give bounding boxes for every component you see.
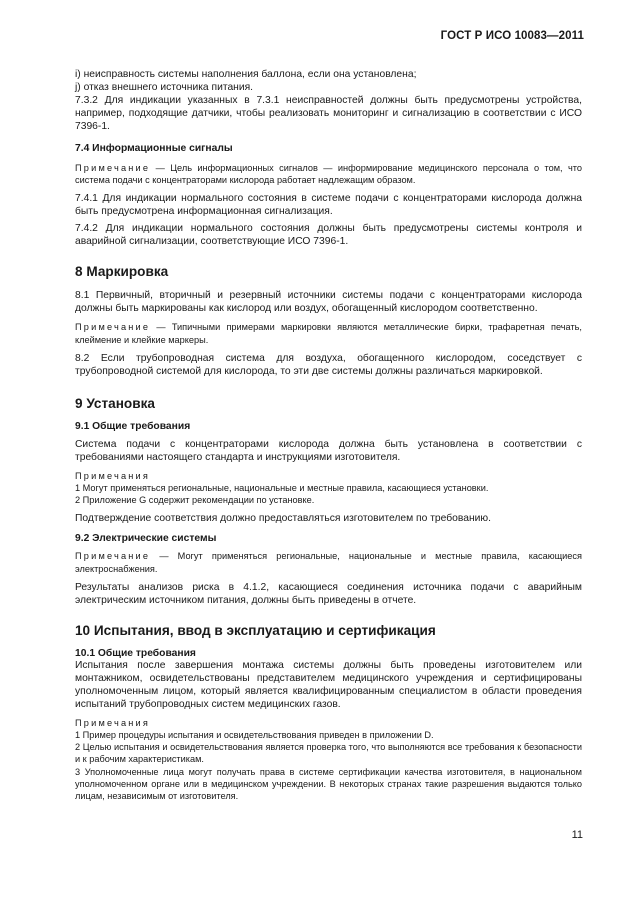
list-item-j: j) отказ внешнего источника питания. — [75, 82, 254, 93]
paragraph-8-2: 8.2 Если трубопроводная система для воздуха, обогащенного кислородом, соседствует с трубопроводной системой для кислорода, то эти две системы должны различаться маркировкой. — [75, 352, 582, 377]
heading-9-2: 9.2 Электрические системы — [75, 533, 217, 545]
list-item-i: i) неисправность системы наполнения баллона, если она установлена; — [75, 69, 417, 80]
paragraph-8-1: 8.1 Первичный, вторичный и резервный источники системы подачи с концентраторами кислорода должны быть маркированы как кислород или воздух, обогащенный кислородом соответственно. — [75, 290, 582, 315]
notes-label-10-1: Примечания — [75, 717, 151, 728]
note-9-2 — [75, 550, 582, 574]
note-10-1-1: 1 Пример процедуры испытания и освидетельствования приведен в приложении D. — [75, 730, 434, 741]
note-text: — Могут применяться региональные, национальные и местные правила, касающиеся электроснабжения. — [75, 551, 582, 574]
note-9-1-1: 1 Могут применяться региональные, национальные и местные правила, касающиеся установки. — [75, 483, 489, 494]
heading-9: 9 Установка — [75, 395, 155, 411]
heading-8: 8 Маркировка — [75, 264, 169, 280]
heading-10: 10 Испытания, ввод в эксплуатацию и сертификация — [75, 622, 436, 638]
note-text: — Типичными примерами маркировки являются металлические бирки, трафаретная печать, клеймение и клейкие маркеры. — [75, 322, 582, 345]
page-number: 11 — [571, 829, 583, 841]
page-header: ГОСТ Р ИСО 10083—2011 — [440, 30, 584, 42]
note-10-1-2: 2 Целью испытания и освидетельствования является проверка того, что выполняются все требования к безопасности и к рабочим характеристикам. — [75, 742, 582, 765]
note-9-1-2: 2 Приложение G содержит рекомендации по установке. — [75, 495, 315, 506]
heading-9-1: 9.1 Общие требования — [75, 420, 191, 432]
note-text: — Цель информационных сигналов — информирование медицинского персонала о том, что система подачи с концентраторами кислорода работает надлежащим образом. — [75, 163, 582, 186]
paragraph-9-2: Результаты анализов риска в 4.1.2, касающиеся соединения источника подачи с аварийным электрическим источником питания, должны быть приведены в отчете. — [75, 581, 582, 606]
paragraph-7-3-2: 7.3.2 Для индикации указанных в 7.3.1 неисправностей должны быть предусмотрены устройства, например, подходящие датчики, чтобы реализовать мониторинг и сигнализацию в соответствии с ИСО 7396-1. — [75, 95, 582, 132]
page-content — [75, 68, 582, 802]
heading-10-1: 10.1 Общие требования — [75, 647, 196, 659]
paragraph-10-1: Испытания после завершения монтажа системы должны быть проведены изготовителем или монтажником, освидетельствованы представителем медицинского учреждения и сертифицированы уполномоченным лицом, который является квалифицированным специалистом в области проведения испытаний трубопроводных систем медицинских газов. — [75, 659, 582, 710]
heading-7-4: 7.4 Информационные сигналы — [75, 143, 233, 154]
note-label: Примечание — [75, 551, 151, 562]
note-7-4 — [75, 162, 582, 186]
notes-label-9-1: Примечания — [75, 470, 151, 481]
note-8 — [75, 321, 582, 345]
paragraph-7-4-1: 7.4.1 Для индикации нормального состояния в системе подачи с концентраторами кислорода должна быть предусмотрена информационная сигнализация. — [75, 193, 582, 218]
note-label: Примечание — [75, 322, 151, 333]
note-10-1-3: 3 Уполномоченные лица могут получать права в системе сертификации качества изготовителя, в национальном уполномоченном органе или в медицинском учреждении. В некоторых странах такие разрешения выдаются только лицам, независимым от изготовителя. — [75, 766, 582, 802]
paragraph-9-1-confirm: Подтверждение соответствия должно предоставляться изготовителем по требованию. — [75, 513, 491, 525]
paragraph-9-1: Система подачи с концентраторами кислорода должна быть установлена в соответствии с требованиями настоящего стандарта и инструкциями изготовителя. — [75, 438, 582, 463]
note-label: Примечание — [75, 163, 151, 173]
paragraph-7-4-2: 7.4.2 Для индикации нормального состояния должны быть предусмотрены системы контроля и аварийной сигнализации, соответствующие ИСО 7396-1. — [75, 223, 582, 248]
